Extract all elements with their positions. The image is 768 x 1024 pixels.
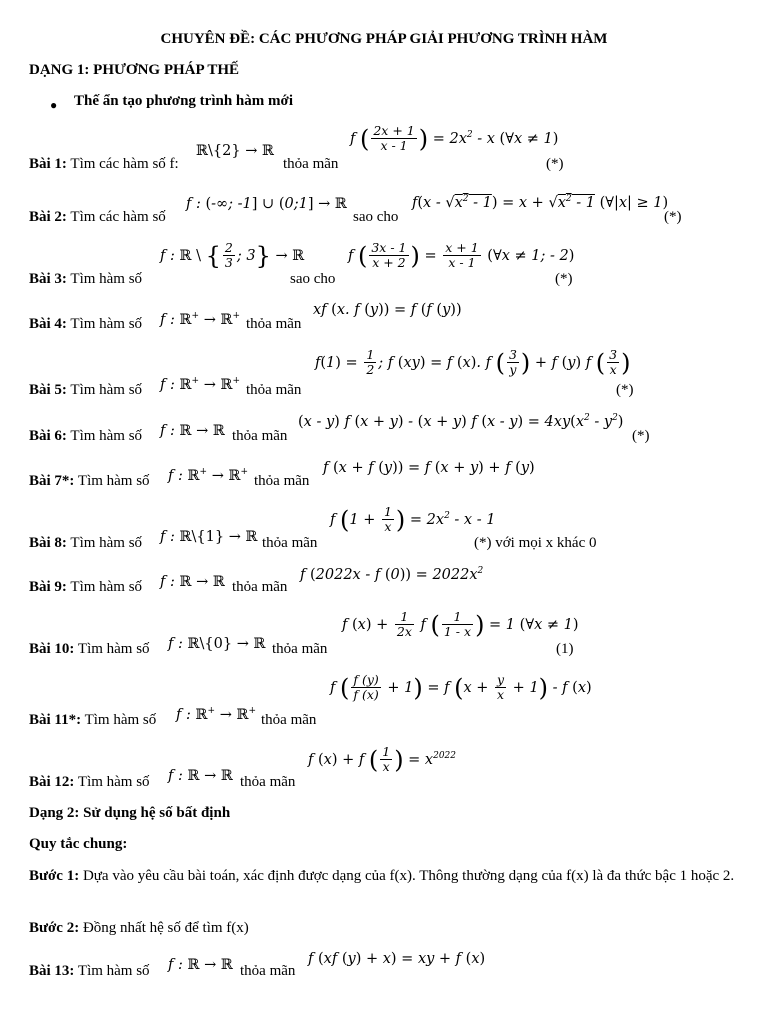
problem-1: Bài 1: Tìm các hàm số f: bbox=[29, 156, 179, 172]
problem-10-equation: f (x) + $\frac{1}{2x}$ f ( $\frac{1}{1 - x}$ ) = 1 (∀x ≠ 1) bbox=[342, 609, 579, 640]
problem-6-domain: f : ℝ → ℝ bbox=[160, 423, 225, 439]
problem-4-equation: xf (x. f (y)) = f (f (y)) bbox=[313, 302, 462, 318]
problem-4-domain: f : ℝ+ → ℝ+ bbox=[160, 311, 241, 328]
problem-7-domain: f : ℝ+ → ℝ+ bbox=[168, 467, 249, 484]
problem-5-domain: f : ℝ+ → ℝ+ bbox=[160, 376, 241, 393]
problem-13-equation: f (xf (y) + x) = xy + f (x) bbox=[308, 951, 486, 967]
problem-1-equation: f ( $\frac{2x + 1}{x - 1}$ ) = $2x^2$ - x (∀x ≠ 1) bbox=[350, 123, 559, 154]
section-heading-2: Dạng 2: Sử dụng hệ số bất định bbox=[29, 805, 231, 821]
problem-12-domain: f : ℝ → ℝ bbox=[168, 768, 233, 784]
problem-8-after: thỏa mãn bbox=[262, 535, 318, 551]
problem-3-equation: f ( $\frac{3x - 1}{x + 2}$ ) = $\frac{x + 1}{x - 1}$ (∀x ≠ 1; - 2) bbox=[348, 240, 575, 271]
problem-2-equation: $f(x - √x^2 - 1) = x + √x^2 - 1$ (∀|x| ≥ 1) bbox=[412, 194, 669, 211]
problem-2-note: (*) bbox=[664, 209, 682, 225]
problem-10-domain: f : ℝ\{0} → ℝ bbox=[168, 636, 266, 652]
problem-7-after: thỏa mãn bbox=[254, 473, 310, 489]
problem-8: Bài 8: Tìm hàm số bbox=[29, 535, 143, 551]
bullet-icon: ● bbox=[50, 98, 58, 112]
page-title: CHUYÊN ĐỀ: CÁC PHƯƠNG PHÁP GIẢI PHƯƠNG TRÌNH HÀM bbox=[160, 31, 608, 47]
problem-10-note: (1) bbox=[556, 641, 574, 657]
problem-12-after: thỏa mãn bbox=[240, 774, 296, 790]
problem-6-after: thỏa mãn bbox=[232, 428, 288, 444]
problem-3-after: sao cho bbox=[290, 271, 336, 287]
step-2: Bước 2: Đồng nhất hệ số để tìm f(x) bbox=[29, 920, 249, 936]
problem-7-equation: f (x + f (y)) = f (x + y) + f (y) bbox=[323, 460, 535, 476]
problem-8-note: (*) với mọi x khác 0 bbox=[474, 535, 597, 551]
bullet-text: Thế ẩn tạo phương trình hàm mới bbox=[74, 93, 293, 109]
problem-1-after: thỏa mãn bbox=[283, 156, 339, 172]
problem-10: Bài 10: Tìm hàm số bbox=[29, 641, 150, 657]
problem-13: Bài 13: Tìm hàm số bbox=[29, 963, 150, 979]
problem-3-domain: f : ℝ \ { $\frac{2}{3}$ ; 3} → ℝ bbox=[160, 240, 305, 271]
problem-9: Bài 9: Tìm hàm số bbox=[29, 579, 143, 595]
problem-10-after: thỏa mãn bbox=[272, 641, 328, 657]
problem-12: Bài 12: Tìm hàm số bbox=[29, 774, 150, 790]
problem-6-note: (*) bbox=[632, 428, 650, 444]
problem-11: Bài 11*: Tìm hàm số bbox=[29, 712, 157, 728]
problem-8-equation: f (1 + $\frac{1}{x}$ ) = $2x^2$ - x - 1 bbox=[330, 504, 496, 535]
problem-6: Bài 6: Tìm hàm số bbox=[29, 428, 143, 444]
problem-2: Bài 2: Tìm các hàm số bbox=[29, 209, 166, 225]
rule-heading: Quy tắc chung: bbox=[29, 836, 128, 852]
problem-4: Bài 4: Tìm hàm số bbox=[29, 316, 143, 332]
problem-1-note: (*) bbox=[546, 156, 564, 172]
problem-11-equation: f ( $\frac{f (y)}{f (x)}$ + 1) = f (x + $\frac{y}{x}$ + 1) - f (x) bbox=[330, 672, 592, 703]
problem-5-note: (*) bbox=[616, 382, 634, 398]
problem-7: Bài 7*: Tìm hàm số bbox=[29, 473, 150, 489]
problem-1-domain: ℝ\{2} → ℝ bbox=[196, 143, 275, 159]
problem-3-note: (*) bbox=[555, 271, 573, 287]
problem-5-equation: f(1) = $\frac{1}{2}$ ; f (xy) = f (x). f ( $\frac{3}{y}$ ) + f (y) f ( $\frac{3}{x}$ ) bbox=[315, 347, 631, 378]
problem-4-after: thỏa mãn bbox=[246, 316, 302, 332]
problem-2-domain: f : (-∞; -1] ∪ (0;1] → ℝ bbox=[186, 196, 347, 212]
section-heading-1: DẠNG 1: PHƯƠNG PHÁP THẾ bbox=[29, 62, 239, 78]
problem-9-equation: f (2022x - f $(0)) = 2022x^2$ bbox=[300, 566, 484, 583]
problem-5-after: thỏa mãn bbox=[246, 382, 302, 398]
problem-2-after: sao cho bbox=[353, 209, 399, 225]
problem-11-after: thỏa mãn bbox=[261, 712, 317, 728]
step-1: Bước 1: Dựa vào yêu cầu bài toán, xác định được dạng của f(x). Thông thường dạng của f(x) là đa thức bậc 1 hoặc 2. bbox=[29, 868, 735, 884]
problem-12-equation: f (x) + f ( $\frac{1}{x}$ ) = $x^{2022}$ bbox=[308, 744, 457, 775]
problem-3: Bài 3: Tìm hàm số bbox=[29, 271, 143, 287]
problem-9-domain: f : ℝ → ℝ bbox=[160, 574, 225, 590]
problem-8-domain: f : ℝ\{1} → ℝ bbox=[160, 529, 258, 545]
problem-13-after: thỏa mãn bbox=[240, 963, 296, 979]
problem-9-after: thỏa mãn bbox=[232, 579, 288, 595]
problem-5: Bài 5: Tìm hàm số bbox=[29, 382, 143, 398]
problem-11-domain: f : ℝ+ → ℝ+ bbox=[176, 706, 257, 723]
problem-13-domain: f : ℝ → ℝ bbox=[168, 957, 233, 973]
problem-6-equation: (x - y) f (x + y) - (x + y) f $(x - y) = 4xy(x^2 - y^2)$ bbox=[298, 413, 624, 430]
